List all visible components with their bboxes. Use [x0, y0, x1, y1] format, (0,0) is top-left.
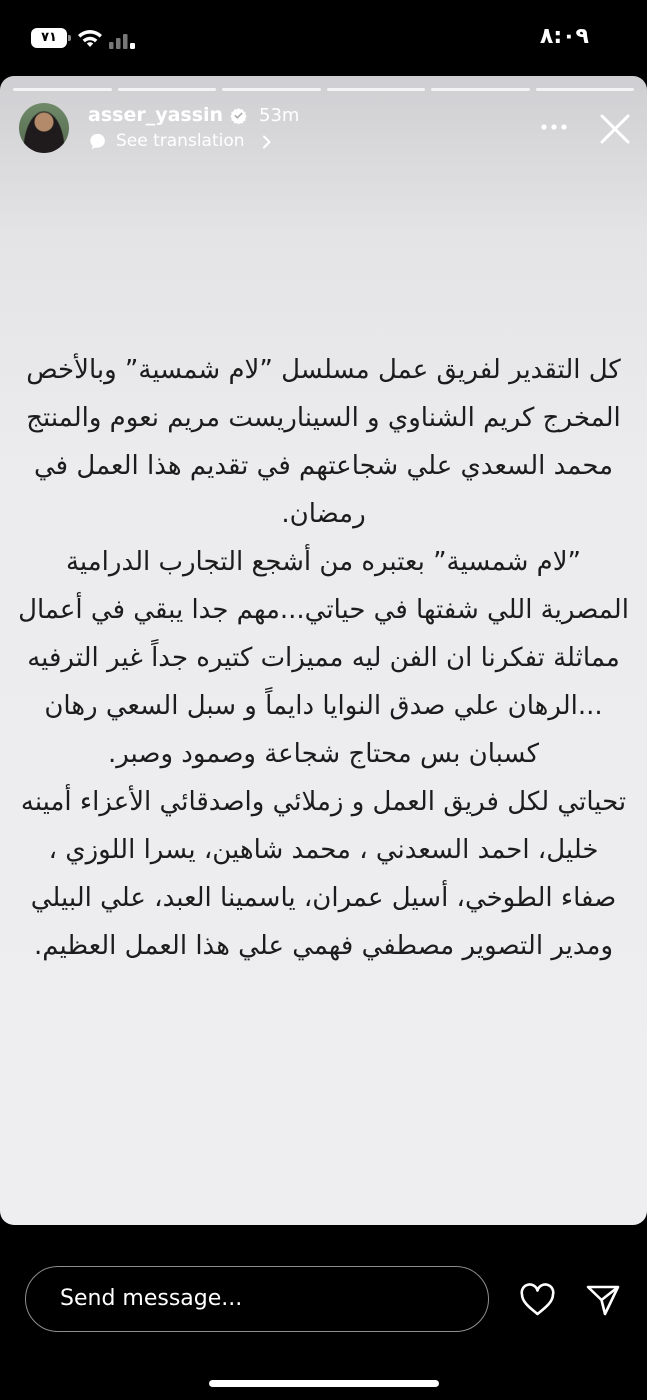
battery-icon [31, 28, 67, 48]
story-viewer[interactable] [0, 76, 647, 1225]
status-bar [0, 0, 647, 76]
cellular-signal-icon [108, 28, 140, 50]
progress-segment [327, 88, 426, 91]
status-time: ٨:٠٩ [539, 24, 589, 49]
progress-segment [118, 88, 217, 91]
progress-segment [431, 88, 530, 91]
translate-icon [89, 133, 106, 150]
heart-icon[interactable] [519, 1283, 556, 1317]
story-progress-bar [13, 88, 634, 91]
battery-level: ٧١ [41, 30, 57, 45]
verified-badge-icon [230, 107, 247, 124]
progress-segment [536, 88, 635, 91]
progress-segment [222, 88, 321, 91]
story-text [18, 346, 629, 970]
close-icon[interactable] [599, 113, 631, 145]
message-placeholder: Send message... [60, 1286, 243, 1311]
see-translation-link[interactable]: See translation [116, 131, 245, 151]
story-paragraph: كل التقدير لفريق عمل مسلسل ”لام شمسية” وبالأخص المخرج كريم الشناوي و السيناريست مريم نعوم والمنتج محمد السعدي علي شجاعتهم في تقديم هذا العمل في رمضان. [26, 355, 621, 529]
send-message-input[interactable] [25, 1266, 489, 1332]
more-options-icon[interactable] [541, 123, 567, 131]
wifi-icon [76, 28, 104, 50]
avatar[interactable] [19, 103, 69, 153]
story-paragraph: ”لام شمسية” بعتبره من أشجع التجارب الدرامية المصرية اللي شفتها في حياتي...مهم جدا يبقي في أعمال مماثلة تفكرنا ان الفن ليه مميزات كتيره جداً غير الترفيه ...الرهان علي صدق النوايا دايماً و سبل السعي رهان كسبان بس محتاج شجاعة وصمود وصبر. [18, 547, 629, 769]
progress-segment [13, 88, 112, 91]
send-icon[interactable] [585, 1283, 621, 1317]
home-indicator[interactable] [209, 1380, 439, 1387]
username[interactable]: asser_yassin [88, 104, 224, 126]
story-paragraph: تحياتي لكل فريق العمل و زملائي واصدقائي الأعزاء أمينه خليل، احمد السعدني ، محمد شاهين، يسرا اللوزي ، صفاء الطوخي، أسيل عمران، ياسمينا العبد، علي البيلي ومدير التصوير مصطفي فهمي علي هذا العمل العظيم. [20, 787, 627, 961]
chevron-right-icon [262, 135, 272, 149]
post-time: 53m [259, 105, 300, 126]
